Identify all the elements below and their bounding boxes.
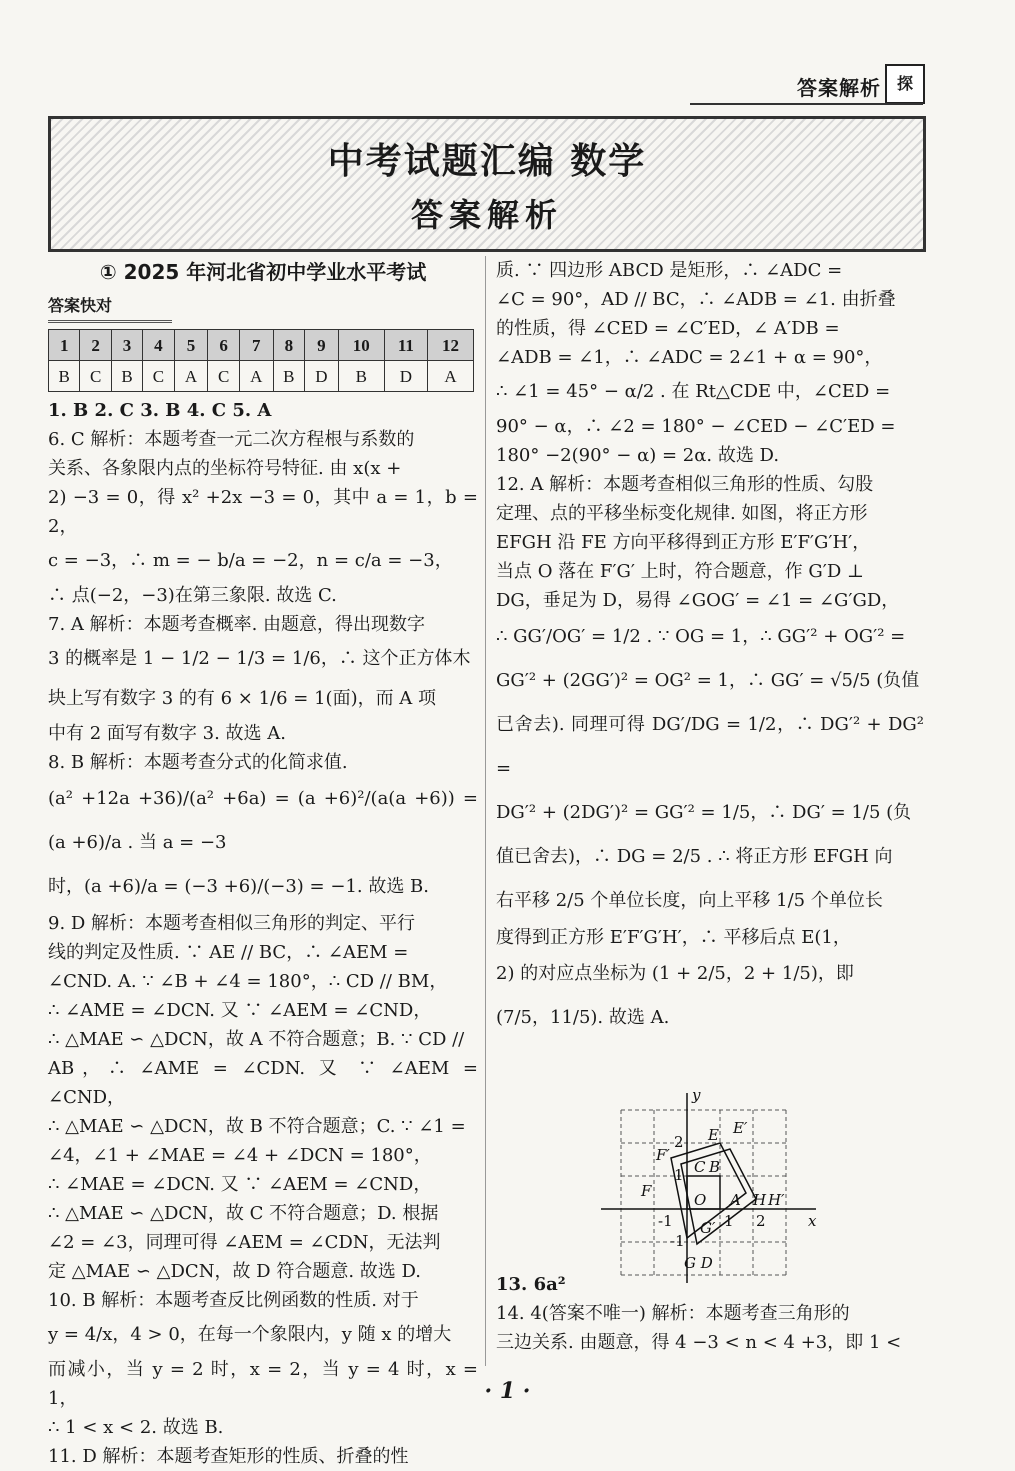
text-line: ∴ 点(−2，−3)在第三象限. 故选 C. — [48, 585, 337, 606]
text-line: GG′² + (2GG′)² = OG² = 1，∴ GG′ = √5/5 (负值 — [496, 670, 920, 691]
text-line: ∠CND. A. ∵ ∠B + ∠4 = 180°，∴ CD // BM， — [48, 971, 448, 992]
text-line: ∴ △MAE ∽ △DCN，故 B 不符合题意；C. ∵ ∠1 = — [48, 1116, 466, 1137]
number-cell: 7 — [239, 330, 273, 361]
text-line: 180° −2(90° − α) = 2α. 故选 D. — [496, 445, 780, 466]
solution-12: 12. A 解析：本题考查相似三角形的性质、勾股 — [496, 474, 874, 495]
fig-label-H: H — [753, 1191, 767, 1209]
text-line: 三边关系. 由题意，得 4 −3 < n < 4 +3，即 1 < — [496, 1332, 902, 1353]
column-divider — [485, 256, 486, 1366]
text-line: 已舍去). 同理可得 DG′/DG = 1/2，∴ DG′² + DG² = — [496, 714, 924, 779]
text-line: 右平移 2/5 个单位长度，向上平移 1/5 个单位长 — [496, 890, 883, 911]
answer-cell: A — [239, 361, 273, 392]
text-line: ∠2 = ∠3，同理可得 ∠AEM = ∠CDN，无法判 — [48, 1232, 441, 1253]
text-line: ∠C = 90°，AD // BC，∴ ∠ADB = ∠1. 由折叠 — [496, 289, 896, 310]
fig-label-E: E — [708, 1126, 719, 1144]
text-line: ∴ ∠AME = ∠DCN. 又 ∵ ∠AEM = ∠CND， — [48, 1000, 432, 1021]
answer-cell: B — [111, 361, 142, 392]
text-line: 关系、各象限内点的坐标符号特征. 由 x(x + — [48, 458, 402, 479]
answer-cell: D — [384, 361, 427, 392]
answer-cell: C — [143, 361, 174, 392]
answer-cell: B — [273, 361, 304, 392]
solution-8: 8. B 解析：本题考查分式的化简求值. — [48, 752, 348, 773]
answer-table-answers — [49, 361, 474, 392]
number-cell: 3 — [111, 330, 142, 361]
text-line: 质. ∵ 四边形 ABCD 是矩形，∴ ∠ADC = — [496, 260, 843, 281]
solution-10: 10. B 解析：本题考查反比例函数的性质. 对于 — [48, 1290, 419, 1311]
text-line: 的性质，得 ∠CED = ∠C′ED，∠ A′DB = — [496, 318, 840, 339]
exam-title: ① 2025 年河北省初中学业水平考试 — [99, 260, 427, 284]
banner-subtitle: 答案解析 — [410, 195, 563, 234]
fig-label-y: y — [692, 1088, 701, 1104]
answer-cell: B — [338, 361, 384, 392]
answer-13: 13. 6a² — [496, 1274, 566, 1295]
text-line: 度得到正方形 E′F′G′H′，∴ 平移后点 E(1， — [496, 927, 851, 948]
quick-answer-tag: 答案快对 — [48, 291, 172, 323]
number-cell: 10 — [338, 330, 384, 361]
text-line: 定 △MAE ∽ △DCN，故 D 符合题意. 故选 D. — [48, 1261, 422, 1282]
solution-9: 9. D 解析：本题考查相似三角形的判定、平行 — [48, 913, 416, 934]
text-line: ∴ △MAE ∽ △DCN，故 A 不符合题意；B. ∵ CD // — [48, 1029, 465, 1050]
text-line: ∴ ∠1 = 45° − α/2 . 在 Rt△CDE 中，∠CED = — [496, 381, 891, 402]
text-line: (7/5，11/5). 故选 A. — [496, 1007, 670, 1028]
text-line: 而减小，当 y = 2 时，x = 2，当 y = 4 时，x = 1， — [48, 1359, 478, 1409]
text-line: y = 4/x，4 > 0，在每一个象限内，y 随 x 的增大 — [48, 1324, 452, 1345]
text-line: ∠4，∠1 + ∠MAE = ∠4 + ∠DCN = 180°， — [48, 1145, 432, 1166]
fig-label-O: O — [694, 1191, 707, 1209]
answer-cell: D — [305, 361, 339, 392]
number-cell: 5 — [174, 330, 208, 361]
header-rule — [690, 103, 923, 105]
text-line: (a² +12a +36)/(a² +6a) = (a +6)²/(a(a +6)) = (a +6)/a . 当 a = −3 — [48, 788, 478, 853]
answer-cell: C — [208, 361, 239, 392]
text-line: 90° − α，∴ ∠2 = 180° − ∠CED − ∠C′ED = — [496, 416, 896, 437]
answer-line: 1. B 2. C 3. B 4. C 5. A — [48, 400, 272, 421]
fig-tick: 2 — [756, 1212, 766, 1230]
text-line: 定理、点的平移坐标变化规律. 如图，将正方形 — [496, 503, 868, 524]
fig-label-F-prime: F′ — [656, 1146, 670, 1164]
number-cell: 12 — [428, 330, 474, 361]
text-line: DG，垂足为 D，易得 ∠GOG′ = ∠1 = ∠G′GD， — [496, 590, 900, 611]
text-line: EFGH 沿 FE 方向平移得到正方形 E′F′G′H′， — [496, 532, 871, 553]
answer-table — [48, 329, 474, 392]
text-line: 线的判定及性质. ∵ AE // BC，∴ ∠AEM = — [48, 942, 409, 963]
solution-11: 11. D 解析：本题考查矩形的性质、折叠的性 — [48, 1446, 409, 1467]
fig-label-G-D: G D — [684, 1254, 713, 1272]
fig-tick: 2 — [674, 1133, 684, 1151]
fig-tick: -1 — [670, 1232, 685, 1250]
left-column — [48, 256, 478, 1471]
title-banner — [48, 116, 926, 252]
fig-label-x: x — [808, 1212, 817, 1230]
number-cell: 6 — [208, 330, 239, 361]
fig-tick: 1 — [674, 1166, 684, 1184]
brand-logo: 探 — [885, 64, 925, 104]
text-line: 当点 O 落在 F′G′ 上时，符合题意，作 G′D ⊥ — [496, 561, 864, 582]
solution-6: 6. C 解析：本题考查一元二次方程根与系数的 — [48, 429, 415, 450]
fig-tick: -1 — [658, 1212, 673, 1230]
fig-label-B: B — [709, 1158, 721, 1176]
text-line: 时，(a +6)/a = (−3 +6)/(−3) = −1. 故选 B. — [48, 876, 430, 897]
answer-cell: C — [80, 361, 111, 392]
fig-label-A: A — [730, 1191, 741, 1209]
solution-14: 14. 4(答案不唯一) 解析：本题考查三角形的 — [496, 1303, 850, 1324]
answer-cell: A — [174, 361, 208, 392]
answer-cell: A — [428, 361, 474, 392]
number-cell: 1 — [49, 330, 80, 361]
fig-label-G-prime: G′ — [700, 1219, 716, 1237]
number-cell: 8 — [273, 330, 304, 361]
banner-title: 中考试题汇编 数学 — [327, 140, 647, 182]
fig-tick: 1 — [724, 1212, 734, 1230]
text-line: 2) 的对应点坐标为 (1 + 2/5，2 + 1/5)，即 — [496, 963, 854, 984]
fig-label-H-prime: H′ — [768, 1191, 785, 1209]
text-line: ∴ ∠MAE = ∠DCN. 又 ∵ ∠AEM = ∠CND， — [48, 1174, 432, 1195]
text-line: c = −3，∴ m = − b/a = −2，n = c/a = −3， — [48, 550, 453, 571]
text-line: DG′² + (2DG′)² = GG′² = 1/5，∴ DG′ = 1/5 (负 — [496, 802, 912, 823]
number-cell: 11 — [384, 330, 427, 361]
coordinate-figure — [596, 1088, 826, 1288]
text-line: ∴ △MAE ∽ △DCN，故 C 不符合题意；D. 根据 — [48, 1203, 439, 1224]
fig-label-E-prime: E′ — [733, 1119, 748, 1137]
solution-7: 7. A 解析：本题考查概率. 由题意，得出现数字 — [48, 614, 426, 635]
text-line: 3 的概率是 1 − 1/2 − 1/3 = 1/6，∴ 这个正方体木 — [48, 648, 471, 669]
page-number: · 1 · — [484, 1378, 531, 1404]
fig-label-C: C — [694, 1158, 706, 1176]
text-line: ∴ GG′/OG′ = 1/2 . ∵ OG = 1，∴ GG′² + OG′² = — [496, 626, 906, 647]
number-cell: 2 — [80, 330, 111, 361]
text-line: AB，∴ ∠AME = ∠CDN. 又 ∵ ∠AEM = ∠CND， — [48, 1058, 478, 1108]
answer-table-numbers — [49, 330, 474, 361]
text-line: 块上写有数字 3 的有 6 × 1/6 = 1(面)，而 A 项 — [48, 688, 437, 709]
text-line: ∠ADB = ∠1，∴ ∠ADC = 2∠1 + α = 90°， — [496, 347, 883, 368]
text-line: 中有 2 面写有数字 3. 故选 A. — [48, 723, 286, 744]
answer-cell: B — [49, 361, 80, 392]
fig-label-F: F — [641, 1182, 652, 1200]
text-line: 值已舍去)，∴ DG = 2/5 . ∴ 将正方形 EFGH 向 — [496, 846, 893, 867]
number-cell: 4 — [143, 330, 174, 361]
text-line: 2) −3 = 0，得 x² +2x −3 = 0，其中 a = 1，b = 2， — [48, 487, 478, 537]
number-cell: 9 — [305, 330, 339, 361]
text-line: ∴ 1 < x < 2. 故选 B. — [48, 1417, 224, 1438]
header-brand: 答案解析 — [797, 76, 881, 100]
